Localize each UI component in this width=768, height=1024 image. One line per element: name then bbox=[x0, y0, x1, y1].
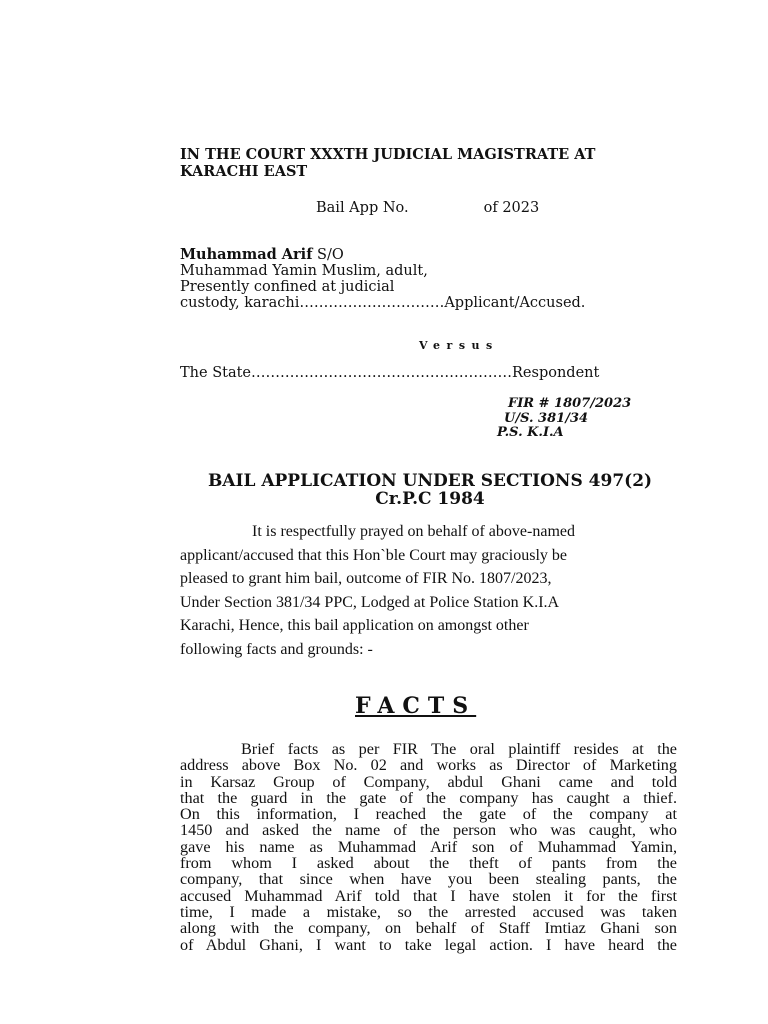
facts-line: On this information, I reached the gate of the company at bbox=[180, 805, 677, 824]
facts-line: along with the company, on behalf of Staff Imtiaz Ghani son bbox=[180, 919, 677, 938]
intro-line: Karachi, Hence, this bail application on amongst other bbox=[180, 617, 529, 634]
intro-line: following facts and grounds: - bbox=[180, 640, 373, 658]
fir-details bbox=[497, 397, 631, 441]
facts-line: company, that since when have you been stealing pants, the bbox=[180, 870, 677, 889]
intro-paragraph bbox=[180, 520, 677, 661]
fir-number: FIR # 1807/2023 bbox=[508, 396, 632, 411]
fir-section: U/S. 381/34 bbox=[504, 410, 589, 426]
court-title-line-1: IN THE COURT XXXTH JUDICIAL MAGISTRATE AT bbox=[180, 146, 596, 163]
intro-line: It is respectfully prayed on behalf of above-named bbox=[252, 523, 575, 540]
court-title-line-2: KARACHI EAST bbox=[180, 163, 308, 180]
applicant-line-4: custody, karachi…………………………Applicant/Accused. bbox=[180, 295, 586, 311]
facts-line: address above Box No. 02 and works as Director of Marketing bbox=[180, 756, 677, 775]
intro-line: pleased to grant him bail, outcome of FIR No. 1807/2023, bbox=[180, 570, 552, 587]
applicant-block bbox=[180, 247, 585, 311]
facts-line: 1450 and asked the name of the person who was caught, who bbox=[180, 821, 677, 840]
facts-heading: FACTS bbox=[355, 693, 477, 719]
facts-line: Brief facts as per FIR The oral plaintiff resides at the bbox=[241, 740, 677, 758]
intro-line: Under Section 381/34 PPC, Lodged at Police Station K.I.A bbox=[180, 593, 560, 611]
bail-app-year: of 2023 bbox=[483, 200, 540, 216]
facts-paragraph bbox=[180, 741, 677, 953]
applicant-line-2: Muhammad Yamin Muslim, adult, bbox=[180, 263, 428, 279]
application-heading-line-1: BAIL APPLICATION UNDER SECTIONS 497(2) bbox=[207, 471, 653, 491]
bail-app-label: Bail App No. bbox=[316, 200, 409, 216]
facts-line: that the guard in the gate of the company has caught a thief. bbox=[180, 788, 677, 807]
applicant-relation: S/O bbox=[312, 247, 344, 263]
facts-line: accused Muhammad Arif told that I have stolen it for the first bbox=[180, 886, 677, 905]
applicant-name: Muhammad Arif bbox=[180, 246, 313, 263]
facts-line: time, I made a mistake, so the arrested accused was taken bbox=[180, 902, 677, 921]
application-heading bbox=[180, 472, 680, 508]
intro-line: applicant/accused that this Hon`ble Court may graciously be bbox=[180, 546, 567, 564]
application-heading-line-2: Cr.P.C 1984 bbox=[375, 489, 485, 509]
versus-label: Versus bbox=[419, 339, 499, 352]
facts-line: from whom I asked about the theft of pants from the bbox=[180, 854, 677, 873]
facts-line: in Karsaz Group of Company, abdul Ghani came and told bbox=[180, 772, 677, 791]
respondent-line: The State………………………………………………Respondent bbox=[180, 365, 600, 381]
facts-line: of Abdul Ghani, I want to take legal action. I have heard the bbox=[180, 935, 677, 954]
bail-app-number bbox=[316, 200, 539, 216]
facts-line: gave his name as Muhammad Arif son of Muhammad Yamin, bbox=[180, 837, 677, 856]
applicant-line-3: Presently confined at judicial bbox=[180, 279, 395, 295]
fir-police-station: P.S. K.I.A bbox=[497, 425, 564, 440]
court-title bbox=[180, 146, 595, 180]
